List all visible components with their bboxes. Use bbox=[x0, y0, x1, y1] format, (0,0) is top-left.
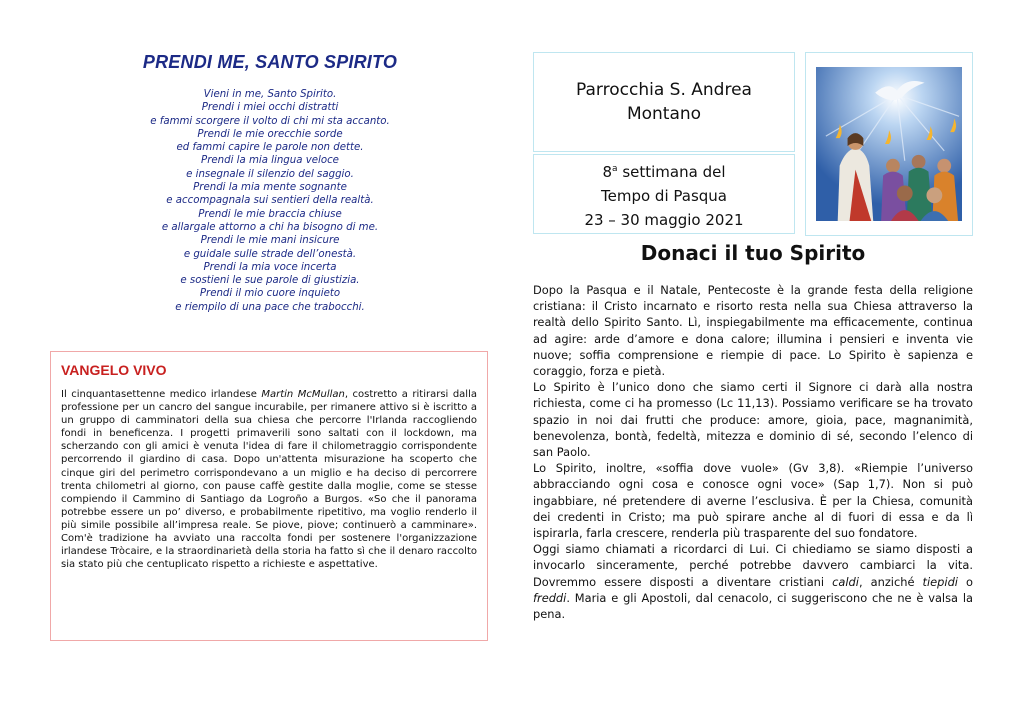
week-dates: 23 – 30 maggio 2021 bbox=[584, 210, 744, 229]
week-box bbox=[533, 154, 795, 234]
prayer-line: Prendi la mia lingua veloce bbox=[201, 155, 339, 167]
word-tiepidi: tiepidi bbox=[922, 574, 958, 589]
prayer-line: Prendi il mio cuore inquieto bbox=[199, 288, 341, 300]
article-title: Donaci il tuo Spirito bbox=[640, 241, 866, 265]
prayer-line: e riempilo di una pace che trabocchi. bbox=[175, 301, 365, 313]
prayer-line: e insegnale il silenzio del saggio. bbox=[186, 168, 354, 180]
prayer-line: Prendi la mia mente sognante bbox=[193, 182, 347, 194]
prayer-line: e guidale sulle strade dell’onestà. bbox=[183, 248, 357, 260]
parish-place: Montano bbox=[626, 104, 702, 124]
article-paragraph: Lo Spirito è l’unico dono che siamo certi il Signore ci darà alla nostra richiesta, come ci ha promesso (Lc 11,13). Possiamo verificare se ha trovato spazio in noi dai frutti che produce: amore, gioia, pace, magnanimità, benevolenza, bontà, fedeltà, mitezza e dominio di sé, secondo l’elenco di san Paolo. bbox=[533, 380, 973, 460]
pentecost-illustration-icon bbox=[816, 67, 962, 221]
vangelo-name: Martin McMullan bbox=[261, 389, 345, 400]
prayer-line: Prendi le mie mani insicure bbox=[200, 235, 340, 247]
prayer-line: e fammi scorgere il volto di chi mi sta accanto. bbox=[150, 115, 390, 127]
vangelo-body: , costretto a ritirarsi dalla professione per un cancro del sangue incurabile, per rimanere attivo si è iscritto a un gruppo di camminatori della sua chiesa che percorre l'Irlanda raccogliendo fondi in beneficenza. I progetti primaverili sono saltati con il lockdown, ma scherzando con gli amici è venuta l'idea di fare il chilometraggio corrispondente percorrendo il giardino di casa. Dopo un'attenta misurazione ha scoperto che cinque giri del perimetro corrispondevano a un miglio e ha deciso di percorrere trenta chilometri al giorno, con pause caffè gestite dalla moglie, come se stesse compiendo il Cammino di Santiago da Logroño a Burgos. «So che il panorama potrebbe essere un po’ diverso, e probabilmente ripetitivo, ma voglio renderlo il più simile possibile all’impresa reale. Se piove, piove; continuerò a camminare». Com'è tradizione ha avviato una raccolta fondi per sostenere l'organizzazione irlandese Tròcaire, e la straordinarietà della storia ha fatto sì che il denaro raccolto sia stato più che centuplicato rispetto a richieste e aspettative. bbox=[61, 389, 477, 571]
article-body bbox=[533, 282, 973, 622]
parish-box bbox=[533, 52, 795, 152]
week-line-1: 8$^a$ settimana del bbox=[602, 162, 726, 181]
pentecost-image bbox=[805, 52, 973, 236]
article-paragraph: Dopo la Pasqua e il Natale, Pentecoste è la grande festa della religione cristiana: il Cristo incarnato e risorto resta nella sua Chiesa attraverso la realtà dello Spirito Santo. Lì, inspiegabilmente ma efficacemente, continua ad agire: arde d’amore e dona calore; illumina i pensieri e inventa vie nuove; soffia comprensione e riempie di pace. Lo Spirito è sapienza e coraggio, forza e pietà. bbox=[533, 283, 973, 379]
vangelo-vivo-title: VANGELO VIVO bbox=[61, 362, 167, 378]
vangelo-vivo-text bbox=[61, 388, 477, 571]
prayer-line: Prendi i miei occhi distratti bbox=[201, 102, 339, 114]
word-caldi: caldi bbox=[832, 574, 859, 589]
prayer-line: ed fammi capire le parole non dette. bbox=[176, 142, 364, 154]
article-paragraph: Lo Spirito, inoltre, «soffia dove vuole» (Gv 3,8). «Riempie l’universo abbracciando ogni cosa e conosce ogni voce» (Sap 1,7). Non si può ingabbiare, né pretendere di averne l’esclusiva. È per la Chiesa, comunità dei credenti in Cristo; ma può spirare anche al di fuori di essa e da lì ispirarla, farla crescere, renderla più trasparente del suo fondatore. bbox=[533, 461, 973, 541]
vangelo-vivo-box bbox=[50, 351, 488, 641]
prayer-line: e accompagnala sui sentieri della realtà. bbox=[166, 195, 374, 207]
parish-name: Parrocchia S. Andrea bbox=[576, 80, 752, 100]
prayer-line: Prendi la mia voce incerta bbox=[203, 261, 337, 273]
prayer-line: e sostieni le sue parole di giustizia. bbox=[180, 275, 360, 287]
prayer-text bbox=[60, 88, 480, 314]
prayer-line: Prendi le mie braccia chiuse bbox=[198, 208, 342, 220]
prayer-line: Prendi le mie orecchie sorde bbox=[197, 128, 343, 140]
prayer-line: e allargale attorno a chi ha bisogno di me. bbox=[161, 221, 379, 233]
prayer-line: Vieni in me, Santo Spirito. bbox=[203, 89, 337, 100]
prayer-title: PRENDI ME, SANTO SPIRITO bbox=[142, 52, 398, 72]
vangelo-intro: Il cinquantasettenne medico irlandese bbox=[61, 389, 262, 400]
week-line-2: Tempo di Pasqua bbox=[601, 186, 727, 205]
article-paragraph: Oggi siamo chiamati a ricordarci di Lui. Ci chiediamo se siamo disposti a invocarlo sinceramente, perché potrebbe davvero cambiarci la vita. Dovremmo essere disposti a diventare cristiani caldi, anziché tiepidi o freddi. Maria e gli Apostoli, dal cenacolo, ci suggeriscono che ne è valsa la pena. bbox=[533, 542, 973, 622]
word-freddi: freddi bbox=[533, 590, 567, 605]
